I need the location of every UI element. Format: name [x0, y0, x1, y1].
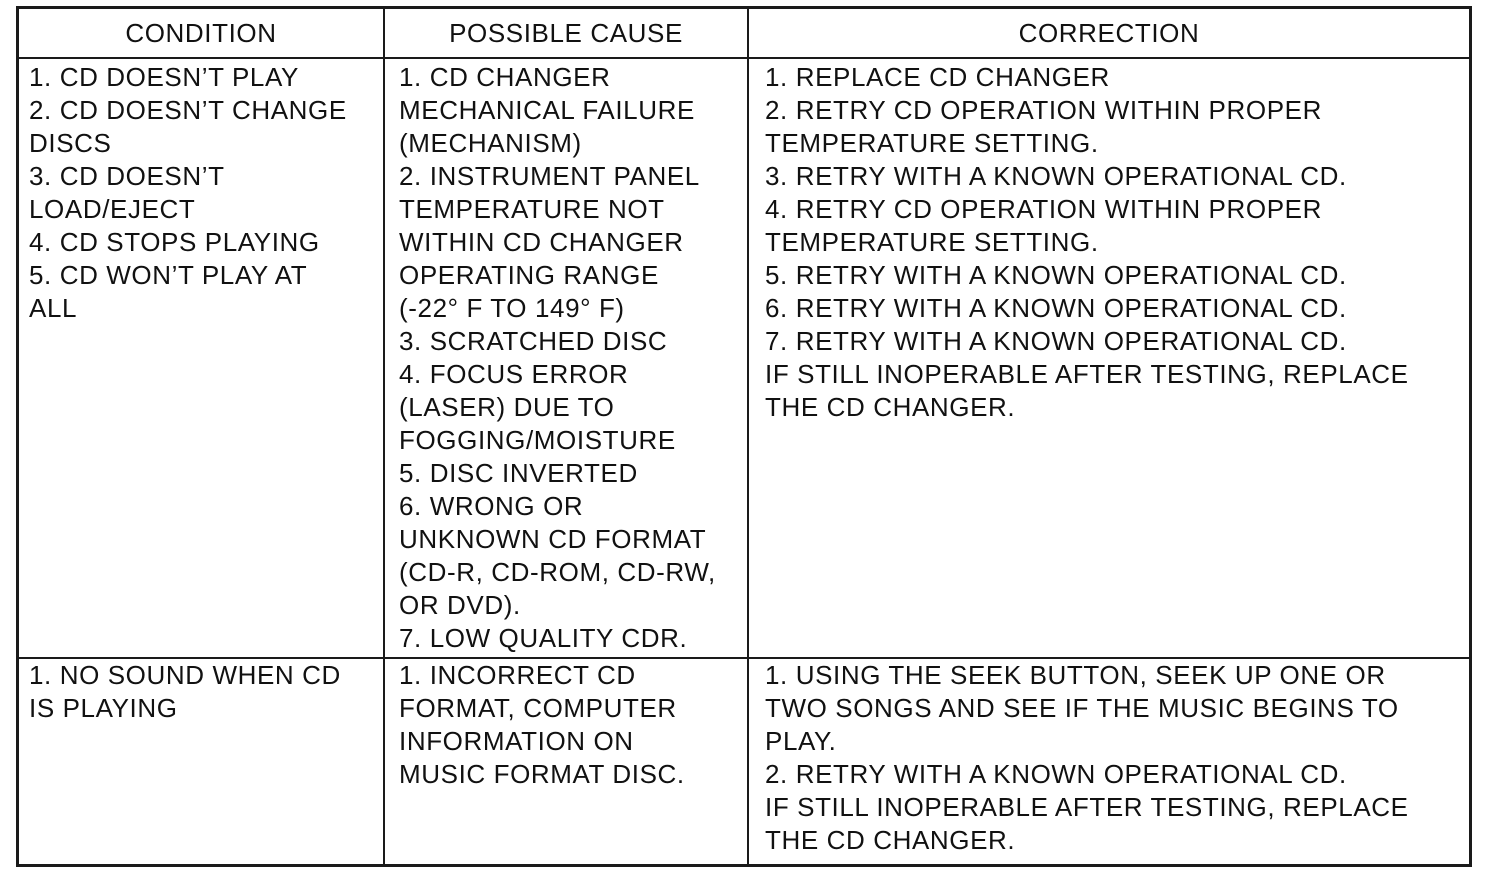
row-2-condition: 1. NO SOUND WHEN CD IS PLAYING: [19, 659, 385, 864]
row-1-cause: 1. CD CHANGER MECHANICAL FAILURE (MECHANISM) 2. INSTRUMENT PANEL TEMPERATURE NOT WITHIN CD CHANGER OPERATING RANGE (-22° F TO 149° F) 3. SCRATCHED DISC 4. FOCUS ERROR (LASER) DUE TO FOGGING/MOISTURE 5. DISC INVERTED 6. WRONG OR UNKNOWN CD FORMAT (CD-R, CD-ROM, CD-RW, OR DVD). 7. LOW QUALITY CDR.: [385, 59, 749, 659]
header-condition: CONDITION: [19, 9, 385, 59]
header-possible-cause: POSSIBLE CAUSE: [385, 9, 749, 59]
row-1-condition: 1. CD DOESN’T PLAY 2. CD DOESN’T CHANGE DISCS 3. CD DOESN’T LOAD/EJECT 4. CD STOPS PLAYING 5. CD WON’T PLAY AT ALL: [19, 59, 385, 659]
row-2-cause: 1. INCORRECT CD FORMAT, COMPUTER INFORMATION ON MUSIC FORMAT DISC.: [385, 659, 749, 864]
row-1-correction: 1. REPLACE CD CHANGER 2. RETRY CD OPERATION WITHIN PROPER TEMPERATURE SETTING. 3. RETRY WITH A KNOWN OPERATIONAL CD. 4. RETRY CD OPERATION WITHIN PROPER TEMPERATURE SETTING. 5. RETRY WITH A KNOWN OPERATIONAL CD. 6. RETRY WITH A KNOWN OPERATIONAL CD. 7. RETRY WITH A KNOWN OPERATIONAL CD. IF STILL INOPERABLE AFTER TESTING, REPLACE THE CD CHANGER.: [749, 59, 1469, 659]
header-correction: CORRECTION: [749, 9, 1469, 59]
troubleshooting-table: [16, 6, 1472, 867]
row-2-correction: 1. USING THE SEEK BUTTON, SEEK UP ONE OR TWO SONGS AND SEE IF THE MUSIC BEGINS TO PLAY. 2. RETRY WITH A KNOWN OPERATIONAL CD. IF STILL INOPERABLE AFTER TESTING, REPLACE THE CD CHANGER.: [765, 660, 1409, 855]
